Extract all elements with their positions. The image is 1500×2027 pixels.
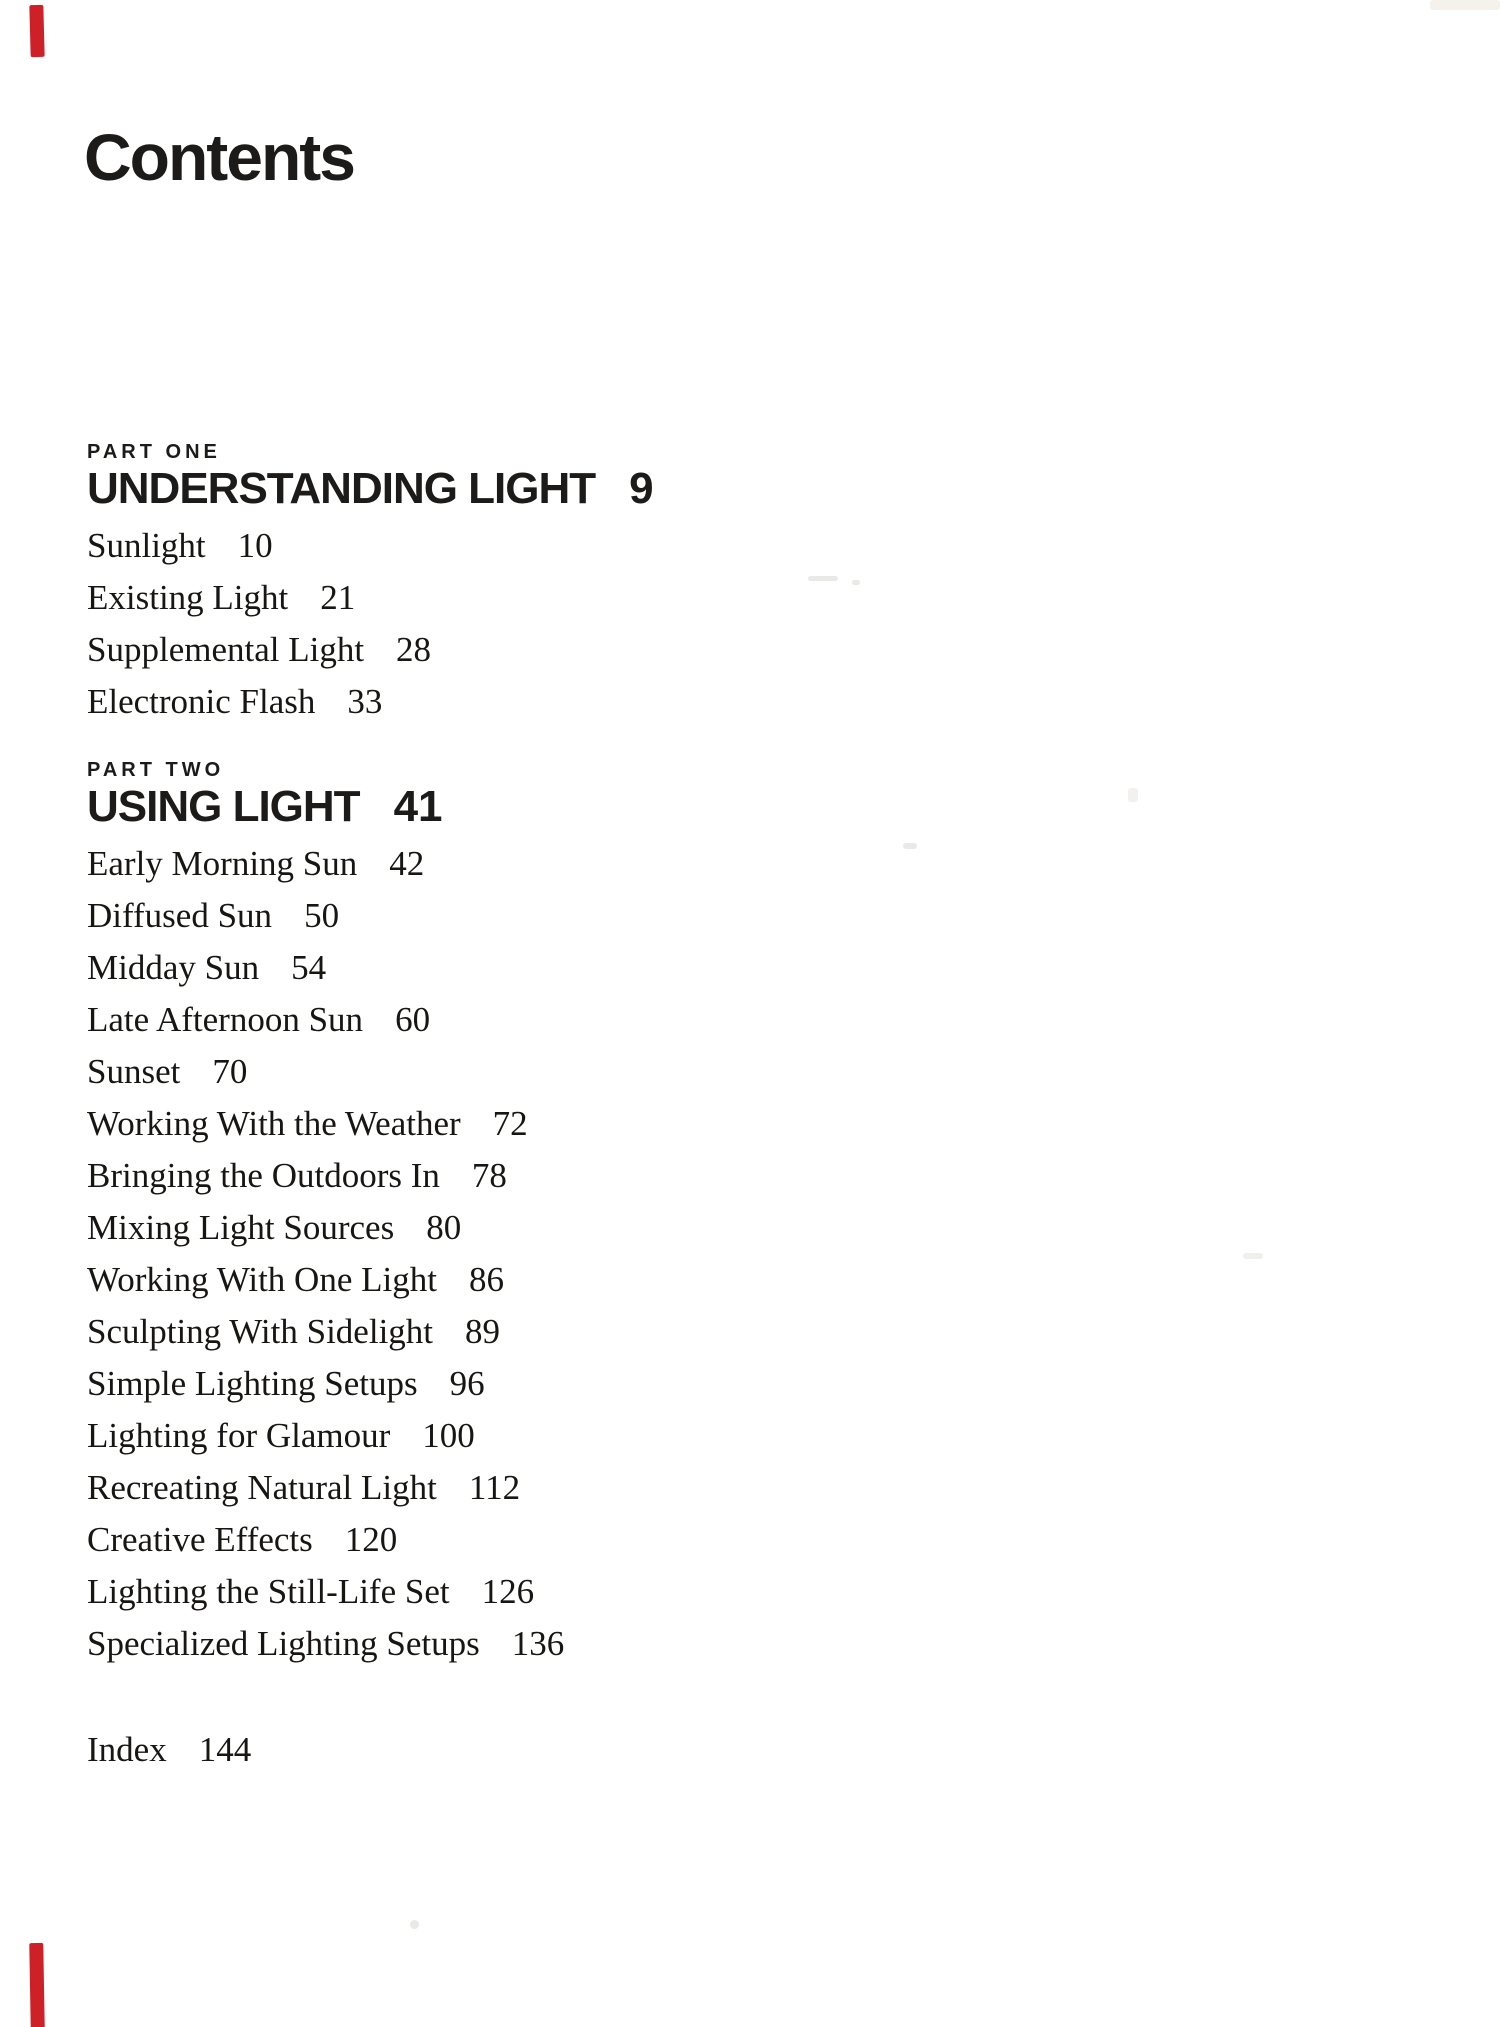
toc-entry-page-number: 80 bbox=[426, 1208, 462, 1247]
toc-entry bbox=[87, 1358, 564, 1410]
page-title: Contents bbox=[84, 120, 354, 195]
toc-entry bbox=[87, 838, 564, 890]
toc-entry bbox=[87, 572, 654, 624]
toc-entry bbox=[87, 1566, 564, 1618]
part-two-entry-list bbox=[87, 838, 564, 1670]
toc-entry-page-number: 126 bbox=[481, 1572, 535, 1611]
toc-entry-page-number: 120 bbox=[344, 1520, 398, 1559]
toc-entry bbox=[87, 1410, 564, 1462]
toc-entry-page-number: 78 bbox=[471, 1156, 507, 1195]
toc-entry-title: Electronic Flash bbox=[87, 682, 316, 721]
part-two-section bbox=[87, 758, 564, 1670]
part-one-section bbox=[87, 440, 654, 728]
toc-entry-title: Early Morning Sun bbox=[87, 844, 358, 883]
toc-entry-page-number: 86 bbox=[468, 1260, 504, 1299]
part-two-page-number: 41 bbox=[393, 782, 443, 831]
scan-artifact bbox=[1430, 0, 1500, 10]
scan-artifact bbox=[808, 576, 838, 581]
toc-entry bbox=[87, 1098, 564, 1150]
toc-entry-page-number: 89 bbox=[465, 1312, 501, 1351]
toc-entry-page-number: 50 bbox=[304, 896, 340, 935]
toc-entry bbox=[87, 1462, 564, 1514]
toc-entry bbox=[87, 1306, 564, 1358]
toc-entry bbox=[87, 520, 654, 572]
scan-artifact bbox=[852, 580, 860, 585]
part-one-entry-list bbox=[87, 520, 654, 728]
toc-entry-title: Existing Light bbox=[87, 578, 289, 617]
index-page-number: 144 bbox=[198, 1730, 252, 1769]
toc-entry-page-number: 136 bbox=[511, 1624, 565, 1663]
part-two-title-row bbox=[87, 782, 564, 832]
toc-entry bbox=[87, 1046, 564, 1098]
toc-entry bbox=[87, 624, 654, 676]
toc-entry-page-number: 54 bbox=[291, 948, 327, 987]
toc-entry bbox=[87, 890, 564, 942]
part-one-label: PART ONE bbox=[87, 441, 221, 463]
toc-entry-page-number: 33 bbox=[347, 682, 383, 721]
toc-entry-page-number: 21 bbox=[320, 578, 356, 617]
toc-entry-title: Lighting the Still-Life Set bbox=[87, 1572, 450, 1611]
toc-entry-title: Sunset bbox=[87, 1052, 181, 1091]
toc-entry-title: Sculpting With Sidelight bbox=[87, 1312, 434, 1351]
part-one-title: UNDERSTANDING LIGHT bbox=[87, 464, 596, 513]
toc-entry-title: Diffused Sun bbox=[87, 896, 273, 935]
toc-entry bbox=[87, 1514, 564, 1566]
toc-entry-page-number: 72 bbox=[492, 1104, 528, 1143]
toc-entry-title: Bringing the Outdoors In bbox=[87, 1156, 440, 1195]
part-two-title: USING LIGHT bbox=[87, 782, 360, 831]
scan-artifact bbox=[1128, 788, 1138, 802]
toc-entry-title: Mixing Light Sources bbox=[87, 1208, 395, 1247]
toc-entry bbox=[87, 942, 564, 994]
toc-entry bbox=[87, 1202, 564, 1254]
toc-entry bbox=[87, 1150, 564, 1202]
index-title: Index bbox=[87, 1730, 167, 1769]
toc-entry-page-number: 10 bbox=[237, 526, 273, 565]
toc-entry-title: Specialized Lighting Setups bbox=[87, 1624, 480, 1663]
toc-entry-title: Creative Effects bbox=[87, 1520, 313, 1559]
toc-entry bbox=[87, 994, 564, 1046]
index-entry bbox=[87, 1724, 251, 1776]
scan-artifact bbox=[903, 843, 917, 849]
toc-entry-title: Sunlight bbox=[87, 526, 206, 565]
toc-entry-title: Working With One Light bbox=[87, 1260, 437, 1299]
toc-entry-page-number: 100 bbox=[422, 1416, 475, 1455]
toc-entry bbox=[87, 676, 654, 728]
part-one-page-number: 9 bbox=[629, 464, 654, 513]
toc-entry-page-number: 42 bbox=[389, 844, 425, 883]
toc-entry-title: Recreating Natural Light bbox=[87, 1468, 437, 1507]
part-one-title-row bbox=[87, 464, 654, 514]
toc-entry-title: Simple Lighting Setups bbox=[87, 1364, 418, 1403]
toc-entry-page-number: 28 bbox=[396, 630, 432, 669]
part-two-label: PART TWO bbox=[87, 759, 225, 781]
toc-entry-title: Supplemental Light bbox=[87, 630, 365, 669]
toc-entry-title: Midday Sun bbox=[87, 948, 260, 987]
toc-entry bbox=[87, 1618, 564, 1670]
scan-artifact bbox=[410, 1920, 419, 1929]
toc-entry-page-number: 112 bbox=[468, 1468, 521, 1507]
scan-artifact bbox=[1243, 1253, 1263, 1259]
red-edge-mark-bottom bbox=[29, 1943, 44, 2027]
toc-entry-page-number: 60 bbox=[395, 1000, 431, 1039]
toc-entry-page-number: 70 bbox=[212, 1052, 248, 1091]
toc-entry-page-number: 96 bbox=[449, 1364, 485, 1403]
toc-entry-title: Working With the Weather bbox=[87, 1104, 461, 1143]
toc-entry bbox=[87, 1254, 564, 1306]
red-edge-mark-top bbox=[29, 5, 44, 57]
toc-entry-title: Lighting for Glamour bbox=[87, 1416, 391, 1455]
toc-entry-title: Late Afternoon Sun bbox=[87, 1000, 364, 1039]
